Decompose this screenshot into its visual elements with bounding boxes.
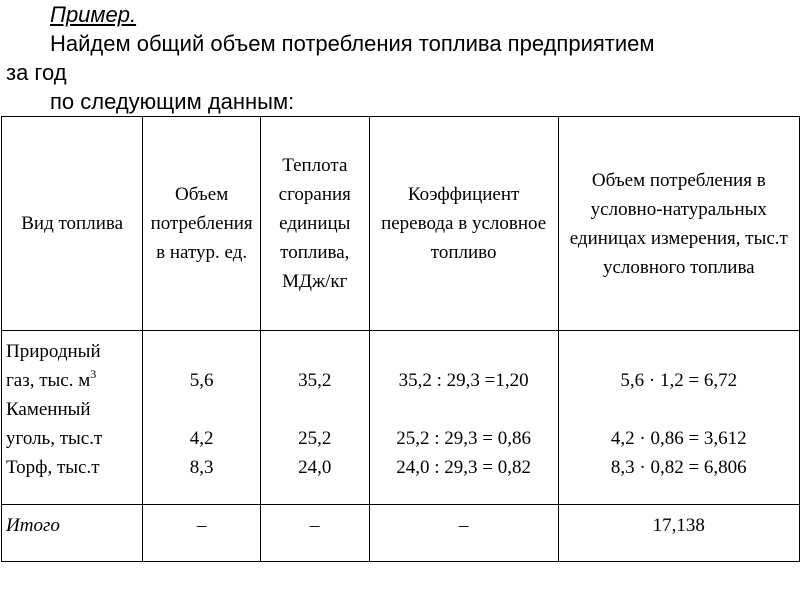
total-label: Итого [2,505,143,562]
header-volume-natural: Объем потребления в натур. ед. [143,117,261,331]
fuel-consumption-table [1,116,800,562]
fuel-name-gas-line1: Природный [6,341,101,362]
volume-coal: 4,2 [189,428,214,449]
table-total-row [2,505,800,562]
result-cell [558,331,799,505]
volume-gas: 5,6 [189,370,214,391]
result-coal: 4,2 · 0,86 = 3,612 [610,428,747,449]
result-peat: 8,3 · 0,82 = 6,806 [610,457,747,478]
total-coef: – [369,505,558,562]
example-label: Пример. [50,2,137,27]
volume-cell [143,331,261,505]
fuel-name-coal-line2: уголь, тыс.т [6,428,103,449]
table-row [2,331,800,505]
task-line-3: по следующим данным: [50,89,295,114]
result-gas: 5,6 · 1,2 = 6,72 [620,370,738,391]
task-line-1: Найдем общий объем потребления топлива предприятием [50,31,655,56]
coef-peat: 24,0 : 29,3 = 0,82 [396,457,531,478]
heat-cell [260,331,369,505]
superscript-3: 3 [90,367,97,381]
fuel-name-coal-line1: Каменный [6,399,91,420]
heat-coal: 25,2 [298,428,332,449]
coef-gas: 35,2 : 29,3 =1,20 [398,370,529,391]
total-heat: – [260,505,369,562]
header-coefficient: Коэффициент перевода в условное топливо [369,117,558,331]
volume-peat: 8,3 [189,457,214,478]
header-heat-value: Теплота сгорания единицы топлива, МДж/кг [260,117,369,331]
coefficient-cell [369,331,558,505]
fuel-name-peat: Торф, тыс.т [6,457,100,478]
heat-gas: 35,2 [298,370,332,391]
total-volume: – [143,505,261,562]
fuel-names-cell [2,331,143,505]
table-header-row [2,117,800,331]
intro-text [6,0,796,116]
heat-peat: 24,0 [298,457,332,478]
fuel-name-gas-line2: газ, тыс. м [6,370,91,391]
total-result: 17,138 [558,505,799,562]
header-volume-conventional: Объем потребления в условно-натуральных единицах измерения, тыс.т условного топлива [558,117,799,331]
task-line-2: за год [6,60,67,85]
coef-coal: 25,2 : 29,3 = 0,86 [396,428,531,449]
header-fuel-type: Вид топлива [2,117,143,331]
